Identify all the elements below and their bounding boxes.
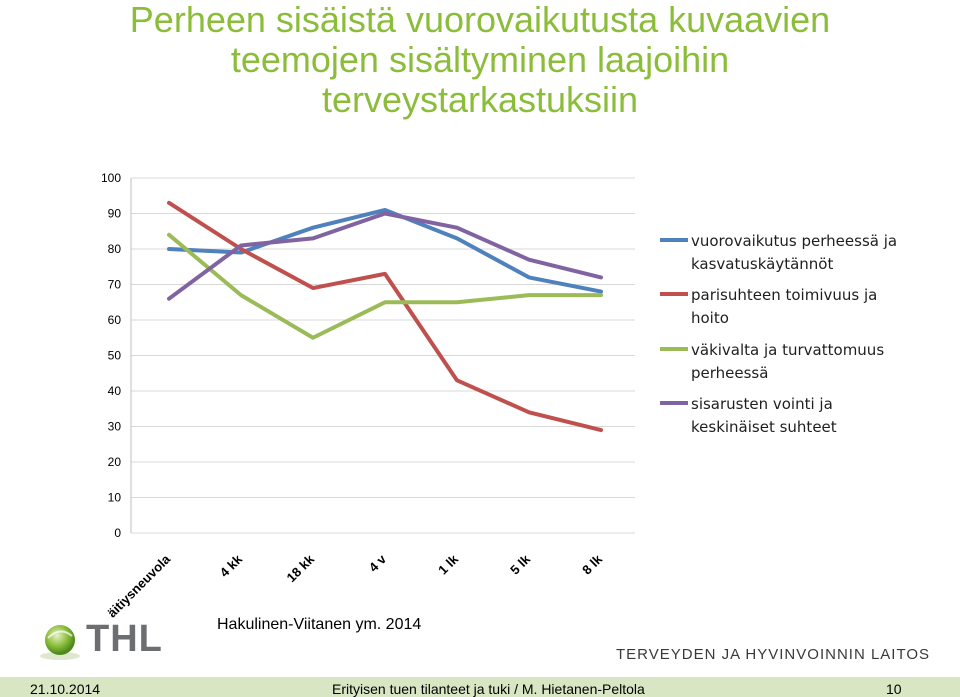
y-tick-label: 60 [107,313,121,327]
y-tick-label: 0 [114,526,121,540]
legend-label: hoito [691,309,729,327]
x-tick-label: 1 lk [435,551,462,578]
logo-text: THL [86,618,163,660]
data-point [169,234,170,235]
data-point [313,227,314,228]
legend-label: väkivalta ja turvattomuus [691,341,885,359]
y-tick-label: 40 [107,384,121,398]
legend-label: perheessä [691,364,769,382]
data-point [385,209,386,210]
y-tick-label: 100 [100,171,121,185]
data-point [241,249,242,250]
title-line-1: Perheen sisäistä vuorovaikutusta kuvaavien [129,0,831,40]
data-point [313,238,314,239]
legend-label: keskinäiset suhteet [691,418,837,436]
data-point [385,213,386,214]
footer-page-number: 10 [886,681,902,697]
data-point [457,227,458,228]
data-point [457,302,458,303]
data-point [385,302,386,303]
y-tick-label: 10 [107,490,121,505]
data-point [601,430,602,431]
data-point [601,291,602,292]
legend-label: parisuhteen toimivuus ja [691,286,878,304]
y-tick-label: 20 [107,455,121,469]
y-tick-label: 90 [107,206,121,221]
data-point [385,273,386,274]
footer-bar [0,677,960,697]
x-tick-label: äitiysneuvola [104,551,174,620]
thl-logo-icon [36,622,86,662]
data-point [529,277,530,278]
legend-label: vuorovaikutus perheessä ja [691,232,898,250]
data-point [241,295,242,296]
data-point [601,295,602,296]
data-point [529,412,530,413]
y-tick-label: 30 [107,419,121,434]
series-line [169,214,601,299]
legend-label: kasvatuskäytännöt [691,255,834,273]
title-line-3: terveystarkastuksiin [321,79,639,120]
data-point [169,298,170,299]
source-citation: Hakulinen-Viitanen ym. 2014 [217,616,422,633]
data-point [457,380,458,381]
data-point [601,277,602,278]
x-tick-label: 8 lk [579,551,606,578]
y-tick-label: 70 [107,277,121,292]
institute-name: TERVEYDEN JA HYVINVOINNIN LAITOS [616,646,931,663]
legend-label: sisarusten vointi ja [691,395,833,413]
data-point [169,202,170,203]
data-point [169,249,170,250]
data-point [241,252,242,253]
data-point [529,259,530,260]
y-tick-label: 50 [107,348,121,363]
data-point [313,337,314,338]
series-line [169,203,601,430]
y-tick-label: 80 [107,242,121,256]
data-point [313,288,314,289]
x-tick-label: 4 v [365,551,390,575]
data-point [241,245,242,246]
x-tick-label: 4 kk [216,551,246,581]
x-tick-label: 5 lk [507,551,534,578]
data-point [529,295,530,296]
footer-title: Erityisen tuen tilanteet ja tuki / M. Hietanen-Peltola [332,681,645,697]
title-line-2: teemojen sisältyminen laajoihin [230,39,730,80]
data-point [457,238,458,239]
x-tick-label: 18 kk [283,551,318,586]
footer-date: 21.10.2014 [30,681,101,697]
